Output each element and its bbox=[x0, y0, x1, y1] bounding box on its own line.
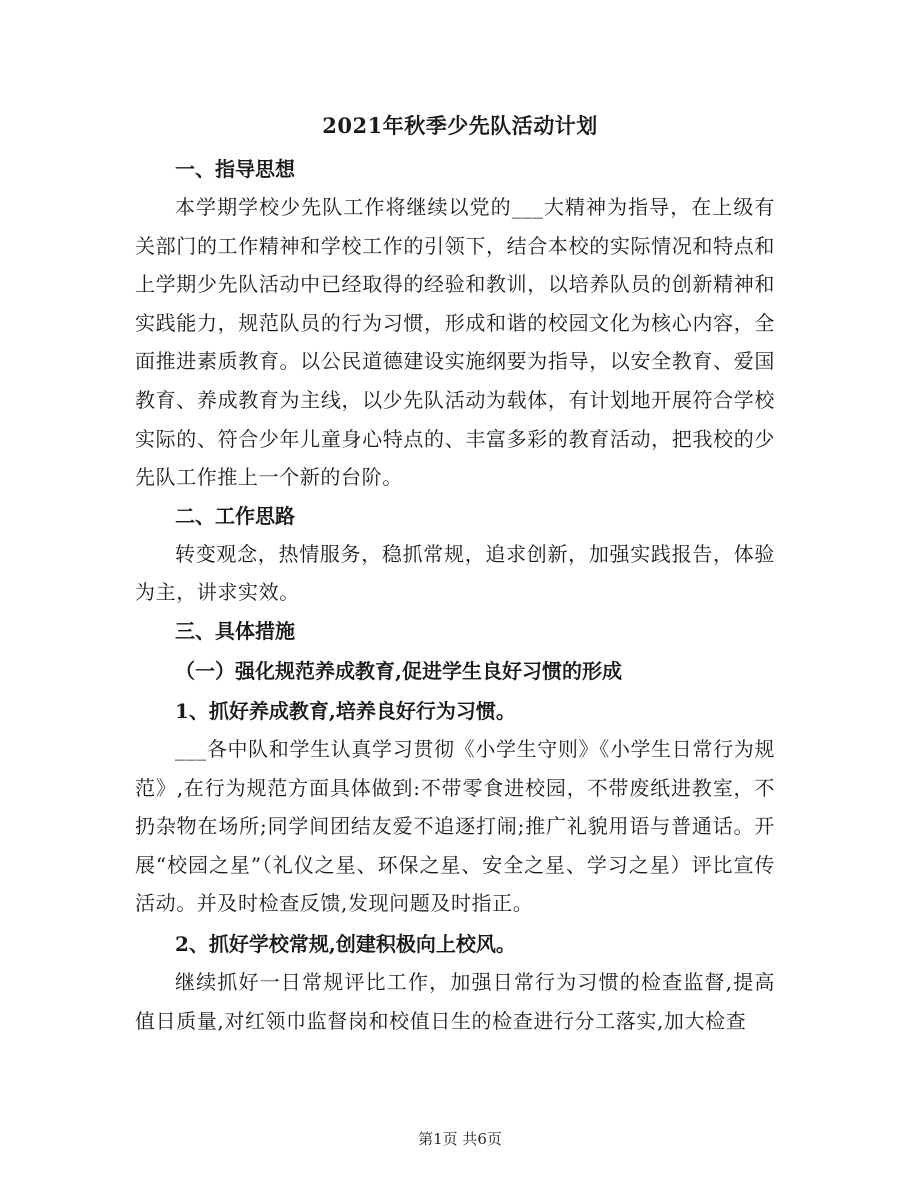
paragraph-item-2: 继续抓好一日常规评比工作，加强日常行为习惯的检查监督,提高值日质量,对红领巾监督岗和校值日生的检查进行分工落实,加大检查 bbox=[135, 969, 775, 1033]
document-body bbox=[135, 150, 775, 1040]
page-footer: 第1页 共6页 bbox=[418, 1130, 502, 1148]
section-heading-guiding-ideology: 一、指导思想 bbox=[175, 157, 295, 181]
paragraph-work-approach: 转变观念，热情服务，稳抓常规，追求创新，加强实践报告，体验为主，讲求实效。 bbox=[135, 541, 775, 605]
section-heading-specific-measures: 三、具体措施 bbox=[175, 618, 295, 643]
item-heading-2: 2、抓好学校常规,创建积极向上校风。 bbox=[175, 931, 516, 956]
document-title: 2021年秋季少先队活动计划 bbox=[322, 113, 598, 138]
subsection-heading-habit-education: （一）强化规范养成教育,促进学生良好习惯的形成 bbox=[175, 658, 622, 683]
paragraph-guiding-ideology: 本学期学校少先队工作将继续以党的___大精神为指导，在上级有关部门的工作精神和学校工作的引领下，结合本校的实际情况和特点和上学期少先队活动中已经取得的经验和教训，以培养队员的创新精神和实践能力，规范队员的行为习惯，形成和谐的校园文化为核心内容，全面推进素质教育。以公民道德建设实施纲要为指导，以安全教育、爱国教育、养成教育为主线，以少先队活动为载体，有计划地开展符合学校实际的、符合少年儿童身心特点的、丰富多彩的教育活动，把我校的少先队工作推上一个新的台阶。 bbox=[135, 195, 775, 490]
section-heading-work-approach: 二、工作思路 bbox=[175, 503, 295, 528]
item-heading-1: 1、抓好养成教育,培养良好行为习惯。 bbox=[175, 698, 516, 723]
paragraph-item-1: ___各中队和学生认真学习贯彻《小学生守则》《小学生日常行为规范》,在行为规范方面具体做到:不带零食进校园，不带废纸进教室，不扔杂物在场所;同学间团结友爱不追逐打闹;推广礼貌用语与普通话。开展“校园之星”（礼仪之星、环保之星、安全之星、学习之星）评比宣传活动。并及时检查反馈,发现问题及时指正。 bbox=[135, 736, 775, 916]
